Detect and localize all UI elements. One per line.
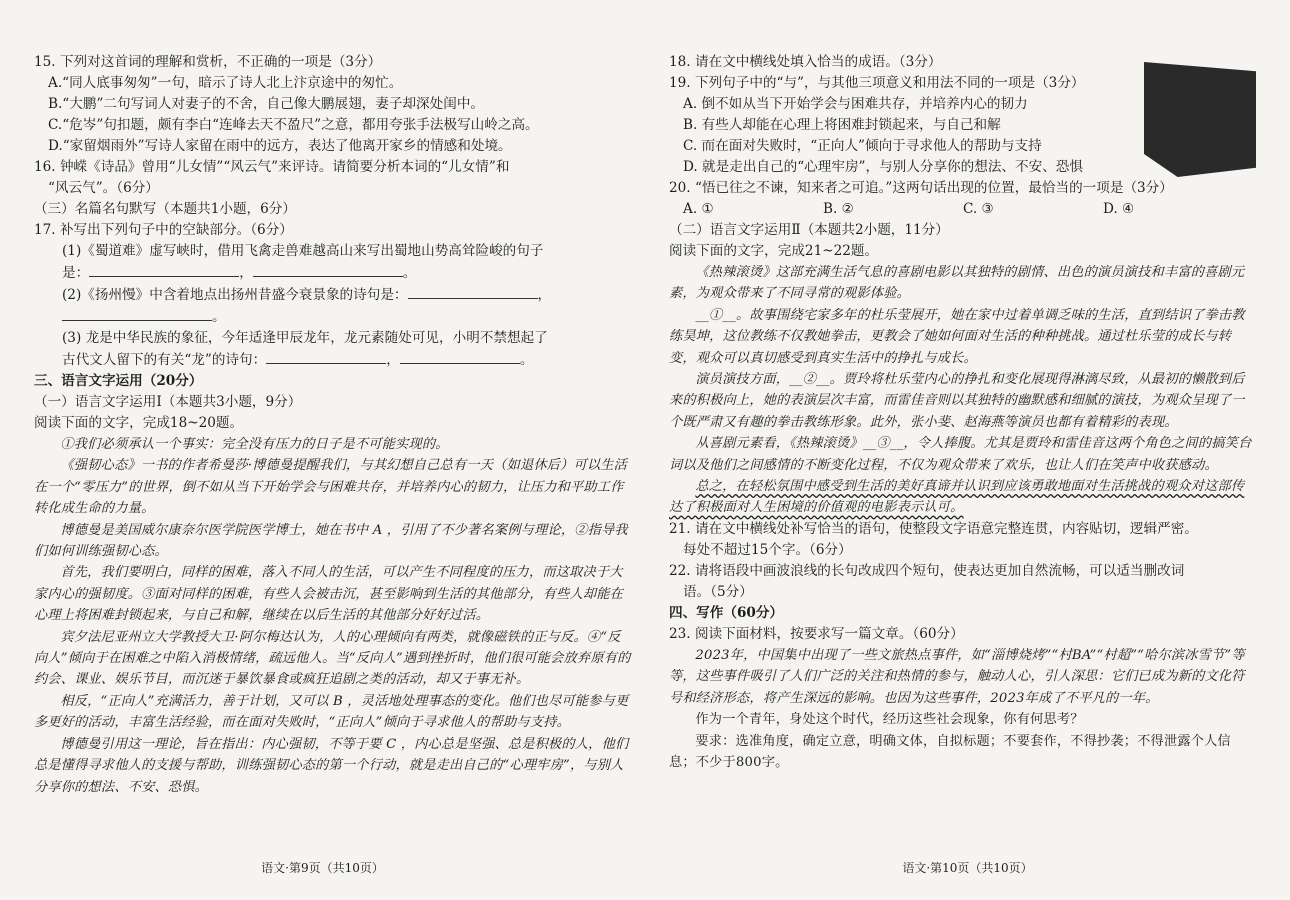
- section3-header: （三）名篇名句默写（本题共1小题，6分）: [34, 201, 296, 217]
- fill-blank[interactable]: [400, 349, 520, 364]
- q17-part3-lead: 古代文人留下的有关“龙”的诗句：: [62, 352, 267, 368]
- period: 。: [519, 352, 534, 368]
- passage-paragraph: __①__。故事围绕宅家多年的杜乐莹展开，她在家中过着单调乏味的生活，直到结识了拳击教练昊坤，这位教练不仅教她拳击，更教会了她如何面对生活的种种挑战。通过杜乐莹的成长与转变，观众可以真切感受到真实生活中的挣扎与成长。: [669, 307, 1245, 366]
- passage-paragraph: 博德曼引用这一理论，旨在指出：内心强韧，不等于要 C ，内心总是坚强、总是积极的人，他们总是懂得寻求他人的支援与帮助，训练强韧心态的第一个行动，就是走出自己的“心理牢房”，与别人分享你的想法、不安、恐惧。: [34, 736, 629, 795]
- scan-shadow: [1144, 62, 1256, 177]
- passage-paragraph: 《热辣滚烫》这部充满生活气息的喜剧电影以其独特的剧情、出色的演员演技和丰富的喜剧元素，为观众带来了不同寻常的观影体验。: [669, 265, 1245, 302]
- passage-paragraph: 博德曼是美国威尔康奈尔医学院医学博士，她在书中 A ，引用了不少著名案例与理论，②指导我们如何训练强韧心态。: [34, 522, 628, 560]
- fill-blank[interactable]: [408, 284, 538, 299]
- q15-option-d: D.“家留烟雨外”写诗人家留在雨中的远方，表达了他离开家乡的情感和处境。: [48, 138, 512, 154]
- fill-blank[interactable]: [266, 349, 386, 364]
- q20-option-c: C. ③: [963, 201, 994, 217]
- q20-option-a: A. ①: [683, 201, 714, 217]
- passage-paragraph: 宾夕法尼亚州立大学教授大卫·阿尔梅达认为，人的心理倾向有两类，就像磁铁的正与反。④“反向人”倾向于在困难之中陷入消极情绪，疏远他人。当“反向人”遇到挫折时，他们很可能会放弃原有的约会、课业、娱乐节目，而沉迷于暴饮暴食或疯狂追剧之类的活动，却又于事无补。: [34, 629, 631, 688]
- q17-part3-line2: [34, 349, 631, 371]
- fill-blank[interactable]: [253, 262, 403, 277]
- q19-title: 19. 下列句子中的“与”，与其他三项意义和用法不同的一项是（3分）: [669, 75, 1085, 91]
- q15-title: 15. 下列对这首词的理解和赏析，不正确的一项是（3分）: [34, 54, 382, 70]
- page-footer: 语文·第10页（共10页）: [902, 861, 1033, 875]
- passage-paragraph: 首先，我们要明白，同样的困难，落入不同人的生活，可以产生不同程度的压力，而这取决于大家内心的强韧度。③面对同样的困难，有些人会被击沉，甚至影响到生活的其他部分，有些人却能在心理上将困难封锁起来，与自己和解，继续在以后生活的其他部分好好过活。: [34, 565, 624, 624]
- q19-option-a: A. 倒不如从当下开始学会与困难共存，并培养内心的韧力: [683, 96, 1028, 112]
- subsection1-header: （一）语言文字运用Ⅰ（本题共3小题，9分）: [34, 394, 302, 410]
- q19-option-d: D. 就是走出自己的“心理牢房”，与别人分享你的想法、不安、恐惧: [683, 159, 1083, 175]
- comma: ，: [386, 352, 400, 368]
- q21-line2: 每处不超过15个字。（6分）: [683, 541, 852, 558]
- q17-part3-line1: (3) 龙是中华民族的象征，今年适逢甲辰龙年，龙元素随处可见，小明不禁想起了: [62, 330, 548, 346]
- q22-line1: 22. 请将语段中画波浪线的长句改成四个短句，使表达更加自然流畅，可以适当删改词: [669, 562, 1185, 579]
- q16-line2: “风云气”。（6分）: [48, 180, 159, 196]
- q15-option-c: C.“危岑”句扣题，颇有李白“连峰去天不盈尺”之意，都用夸张手法极写山岭之高。: [48, 117, 539, 133]
- comma: ，: [239, 265, 253, 281]
- q17-part1-line1: (1)《蜀道难》虚写峡时，借用飞禽走兽难越高山来写出蜀地山势高耸险峻的句子: [62, 243, 544, 259]
- passage-paragraph: 从喜剧元素看，《热辣滚烫》__③__，令人捧腹。尤其是贾玲和雷佳音这两个角色之间的搞笑台词以及他们之间感情的不断变化过程，不仅为观众带来了欢乐，也让人们在笑声中收获感动。: [669, 436, 1252, 473]
- q17-part2-text: (2)《扬州慢》中含着地点出扬州昔盛今衰景象的诗句是：: [62, 287, 408, 303]
- passage-paragraph: ①我们必须承认一个事实：完全没有压力的日子是不可能实现的。: [60, 437, 449, 452]
- q17-part1-lead: 是：: [62, 265, 90, 281]
- q20-option-b: B. ②: [823, 201, 854, 217]
- q16-line1: 16. 钟嵘《诗品》曾用“儿女情”“风云气”来评诗。请简要分析本词的“儿女情”和: [34, 159, 510, 175]
- q23-material: 2023年，中国集中出现了一些文旅热点事件，如“淄博烧烤”“村BA”“村超”“哈尔滨冰雪节”等等，这些事件吸引了人们广泛的关注和热情的参与，触动人心，引人深思：它们已成为新的文化符号和经济形态，将产生深远的影响。也因为这些事件，2023年成了不平凡的一年。: [669, 647, 1245, 706]
- fill-blank[interactable]: [62, 306, 212, 321]
- passage-paragraph: 相反，“正向人”充满活力，善于计划，又可以 B ，灵活地处理事态的变化。他们也尽可能参与更多更好的活动，丰富生活经验，而在面对失败时，“正向人”倾向于寻求他人的帮助与支持。: [34, 693, 629, 731]
- part3-header: 三、语言文字运用（20分）: [34, 373, 203, 389]
- q17-title: 17. 补写出下列句子中的空缺部分。（6分）: [34, 222, 293, 238]
- part4-header: 四、写作（60分）: [669, 604, 784, 621]
- q19-option-b: B. 有些人却能在心理上将困难封锁起来，与自己和解: [683, 117, 1001, 133]
- right-page: [645, 0, 1290, 900]
- q15-option-b: B.“大鹏”二句写词人对妻子的不舍，自己像大鹏展翅，妻子却深处闺中。: [48, 96, 485, 112]
- q20-title: 20. “悟已往之不谏，知来者之可追。”这两句话出现的位置，最恰当的一项是（3分）: [669, 180, 1173, 196]
- passage-paragraph: 《强韧心态》一书的作者希曼莎·博德曼提醒我们，与其幻想自己总有一天（如退休后）可以生活在一个“零压力”的世界，倒不如从当下开始学会与困难共存，并培养内心的韧力，让压力和平助工作转化成生命的力量。: [34, 458, 628, 517]
- passage-paragraph: 演员演技方面，__②__。贾玲将杜乐莹内心的挣扎和变化展现得淋漓尽致，从最初的懒散到后来的积极向上，她的表演层次丰富，而雷佳音则以其独特的幽默感和细腻的演技，为观众呈现了一个既严肃又有趣的拳击教练形象。此外，张小斐、赵海燕等演员也都有着精彩的表现。: [669, 372, 1245, 430]
- page-footer: 语文·第9页（共10页）: [261, 861, 384, 875]
- q23-title: 23. 阅读下面材料，按要求写一篇文章。（60分）: [669, 625, 964, 642]
- q21-line1: 21. 请在文中横线处补写恰当的语句，使整段文字语意完整连贯，内容贴切，逻辑严密。: [669, 520, 1198, 537]
- q15-option-a: A.“同人底事匆匆”一句，暗示了诗人北上汴京途中的匆忙。: [48, 75, 403, 91]
- comma: ，: [537, 287, 552, 303]
- reading-instruction: 阅读下面的文字，完成18~20题。: [34, 415, 244, 431]
- q17-part2-line2: [34, 306, 631, 328]
- q20-option-d: D. ④: [1103, 201, 1135, 217]
- q17-part1-line2: [34, 262, 631, 284]
- q20-options: [669, 199, 1256, 220]
- q17-part2-line1: [34, 284, 631, 306]
- wavy-underlined-sentence: 总之，在轻松氛围中感受到生活的美好真谛并认识到应该勇敢地面对生活挑战的观众对这部传达了积极面对人生困境的价值观的电影表示认可。: [669, 479, 1245, 516]
- q19-option-c: C. 而在面对失败时，“正向人”倾向于寻求他人的帮助与支持: [683, 138, 1042, 154]
- period: 。: [212, 309, 226, 325]
- reading-instruction: 阅读下面的文字，完成21~22题。: [669, 243, 879, 259]
- q18-title: 18. 请在文中横线处填入恰当的成语。（3分）: [669, 54, 942, 70]
- period: 。: [402, 265, 417, 281]
- q22-line2: 语。（5分）: [683, 583, 753, 600]
- q23-prompt: 作为一个青年，身处这个时代，经历这些社会现象，你有何思考？: [695, 712, 1084, 728]
- subsection2-header: （二）语言文字运用Ⅱ（本题共2小题，11分）: [669, 222, 949, 238]
- fill-blank[interactable]: [89, 262, 239, 277]
- q23-requirements: 要求：选准角度，确定立意，明确文体，自拟标题；不要套作，不得抄袭；不得泄露个人信息；不少于800字。: [669, 733, 1231, 770]
